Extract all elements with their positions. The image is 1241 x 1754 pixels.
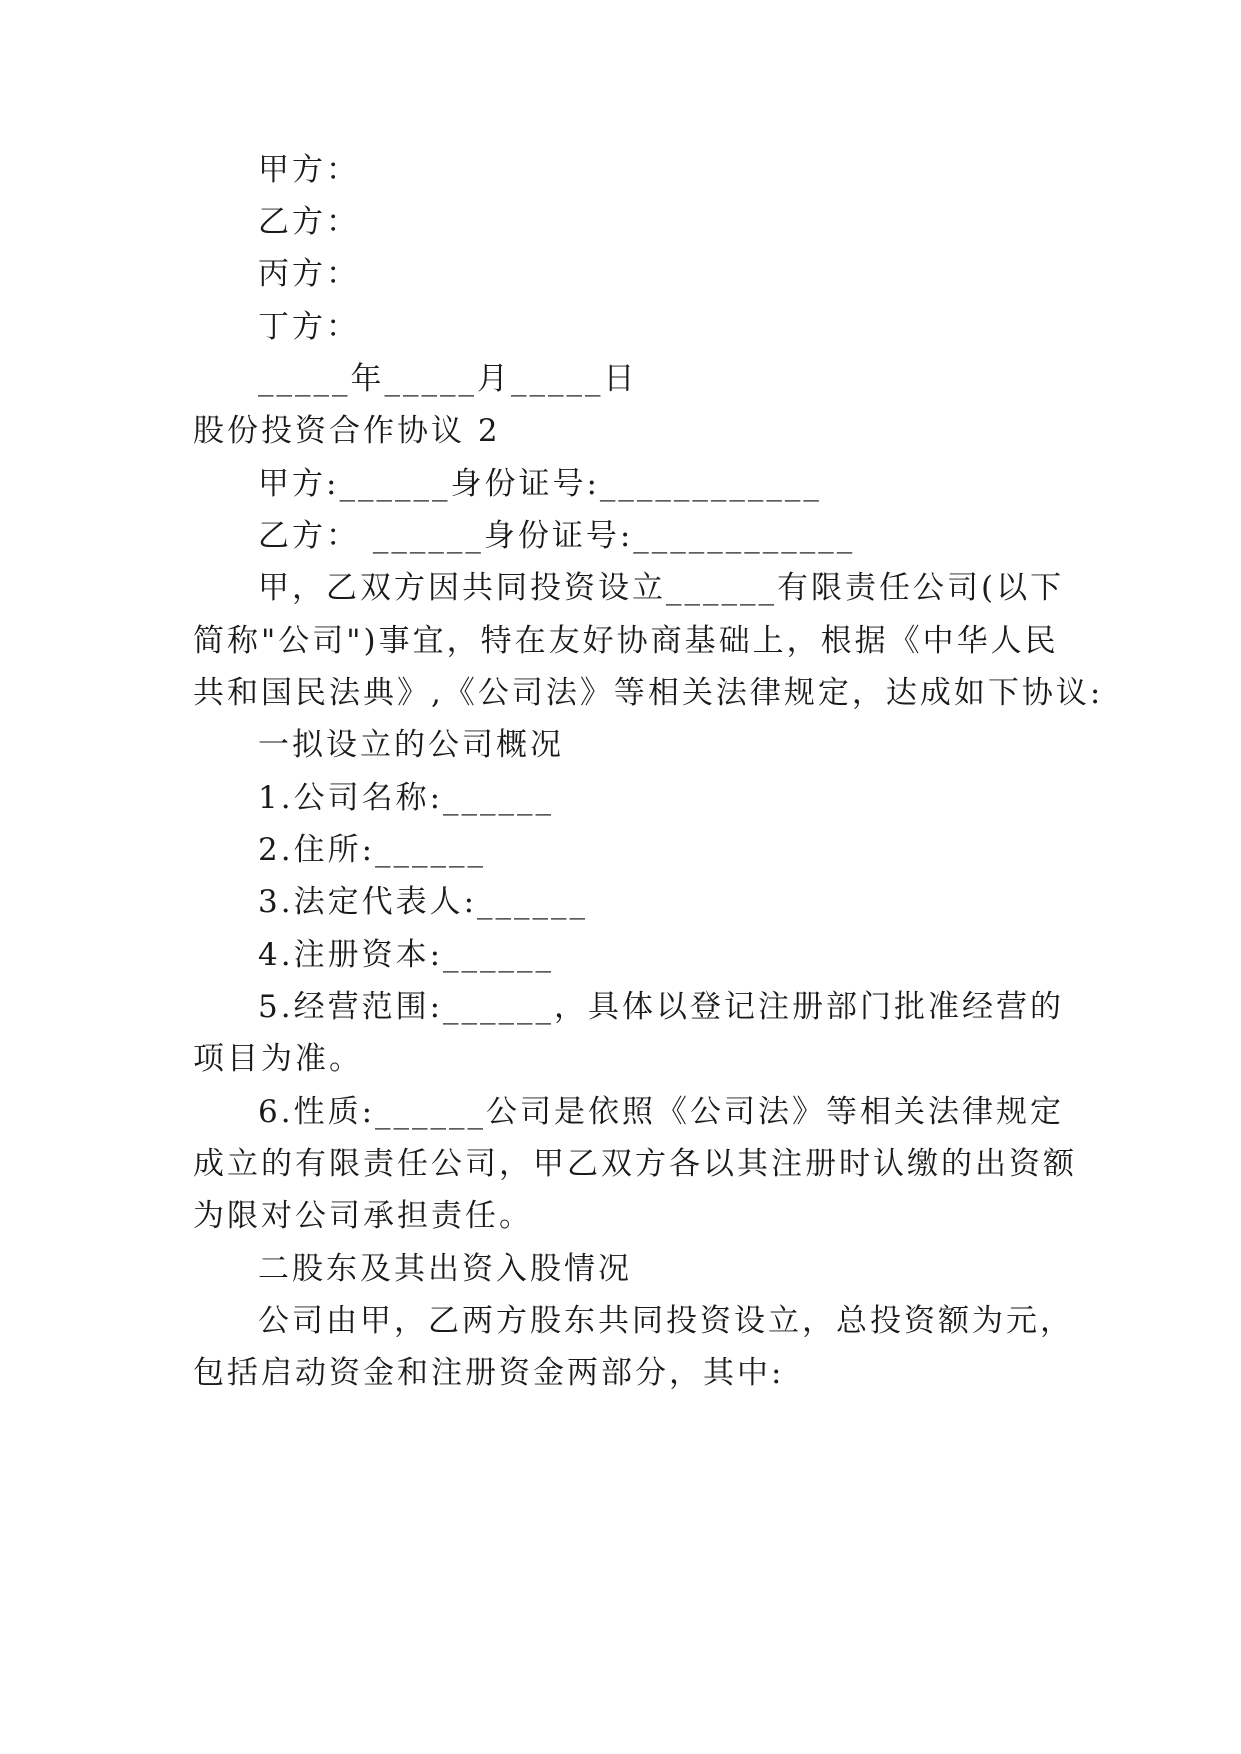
party-a-id-line: 甲方:______身份证号:____________ xyxy=(258,466,822,502)
heading-company-overview: 一拟设立的公司概况 xyxy=(258,727,564,763)
item-legal-representative: 3.法定代表人:______ xyxy=(258,884,589,920)
item-registered-capital: 4.注册资本:______ xyxy=(258,937,555,973)
party-b-id-line: 乙方： ______身份证号:____________ xyxy=(258,518,856,554)
party-b-line: 乙方： xyxy=(258,204,360,240)
item-company-name: 1.公司名称:______ xyxy=(258,780,555,816)
paragraph-line: 甲，乙双方因共同投资设立______有限责任公司(以下 xyxy=(258,570,1065,606)
date-line: _____年_____月_____日 xyxy=(258,361,638,397)
item-nature: 6.性质:______公司是依照《公司法》等相关法律规定 xyxy=(258,1094,1065,1130)
item-address: 2.住所:______ xyxy=(258,832,487,868)
paragraph-line: 项目为准。 xyxy=(193,1041,363,1077)
paragraph-line: 简称"公司")事宜，特在友好协商基础上，根据《中华人民 xyxy=(193,623,1059,659)
paragraph-line: 公司由甲，乙两方股东共同投资设立，总投资额为元， xyxy=(258,1303,1074,1339)
item-business-scope: 5.经营范围:______，具体以登记注册部门批准经营的 xyxy=(258,989,1065,1025)
paragraph-line: 为限对公司承担责任。 xyxy=(193,1198,533,1234)
heading-shareholders: 二股东及其出资入股情况 xyxy=(258,1251,632,1287)
party-d-line: 丁方： xyxy=(258,309,360,345)
section-title: 股份投资合作协议 2 xyxy=(193,413,501,449)
party-c-line: 丙方： xyxy=(258,256,360,292)
paragraph-line: 共和国民法典》,《公司法》等相关法律规定，达成如下协议: xyxy=(193,675,1104,711)
paragraph-line: 包括启动资金和注册资金两部分，其中: xyxy=(193,1355,785,1391)
paragraph-line: 成立的有限责任公司，甲乙双方各以其注册时认缴的出资额 xyxy=(193,1146,1077,1182)
party-a-line: 甲方： xyxy=(258,152,360,188)
